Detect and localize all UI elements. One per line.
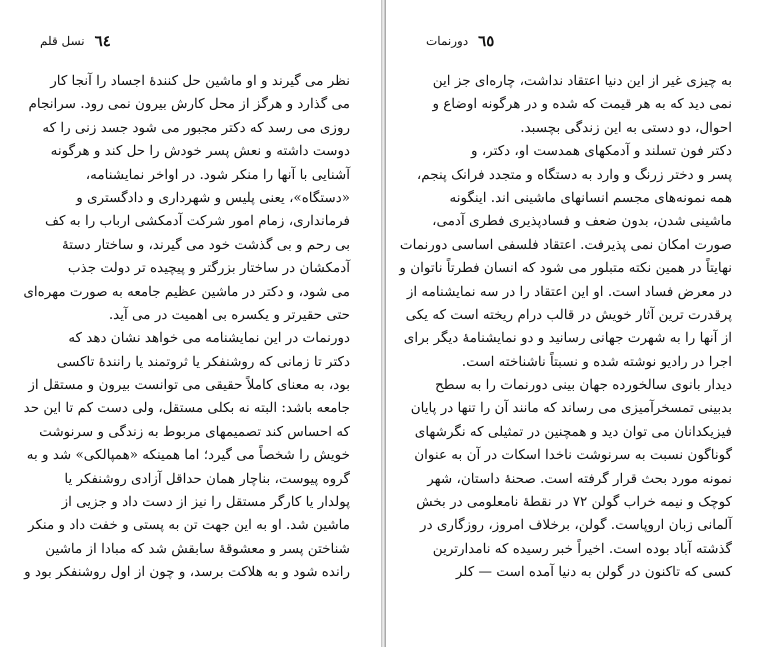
text-line: همه نمونه‌های مجسم انسانهای ماشینی اند. اینگونه [449,189,732,206]
right-page-body [399,70,732,585]
text-line: آشنایی با آنها را منکر شود. در اواخر نمایشنامه، [85,166,350,183]
text-line: به چیزی غیر از این دنیا اعتقاد نداشت، چاره‌ای جز این [432,73,732,89]
text-line: «دستگاه»، یعنی پلیس و شهرداری و دادگستری و [76,189,350,206]
page-number: ٦٤ [94,32,111,50]
text-line: فرمانداری، زمام امور شرکت آدمکشی ارباب را به کف [44,213,350,230]
text-line: آلمانی زبان اروپاست. گولن، برخلاف امروز، روزگاری در [420,517,732,534]
text-line: آدمکشان در ساختار بزرگتر و پیچیده تر دولت جذب [67,260,350,277]
text-line: دکتر تا زمانی که روشنفکر یا ثروتمند یا رانندهٔ تاکسی [56,353,350,370]
text-line: گذشته آباد بوده است. اخیراً خبر رسیده که نامدارترین [432,540,732,557]
text-line: کوچک و نیمه خراب گولن ۷۲ در نقطهٔ نامعلومی در بخش [416,494,732,511]
text-line: گوناگون نسبت به سرنوشت ناخدا اسکات در آن به عنوان [414,447,732,464]
text-line: خویش را شخصاً می گیرد؛ اما همینکه «همپالکی» شد و به [26,447,350,464]
text-line: پرقدرت ترین آثار خویش در قالب درام ریخته است که یکی [405,306,732,323]
left-page-header [40,30,341,52]
right-page-header [426,30,727,52]
text-line: فیزیکدانان می توان دید و همچنین در تمثیلی که نگرشهای [414,423,732,440]
text-line: دورنمات در این نمایشنامه می خواهد نشان دهد که [68,330,350,347]
text-line: گروه پیوست، بناچار همان حداقل آزادی روشنفکر یا [64,470,350,487]
text-line: حتی حقیرتر و یکسره بی اهمیت در می آید. [108,306,350,323]
running-title: دورنمات [426,34,469,48]
text-line: بود، به معنای کاملاً حقیقی می توانست بیرون و مستقل از [28,377,350,394]
text-line: نمونه مورد بحث قرار گرفته است. صحنهٔ داستان، شهر [427,470,732,487]
text-line: اجرا در رادیو نوشته شده و نسبتاً ناشناخته است. [461,353,732,370]
text-line: جامعه باشد: البته نه بکلی مستقل، ولی دست کم تا این حد [23,400,350,417]
right-page [386,0,767,647]
text-line: بدبینی تمسخرآمیزی می رساند که مانند آن را تنها در پایان [410,400,732,417]
left-page [0,0,381,647]
text-line: می گذارد و هرگز از محل کارش بیرون نمی رود. سرانجام [28,96,350,113]
text-line: نهایتاً در همین نکته متبلور می شود که انسان فطرتاً ناتوان و [399,260,732,277]
text-line: می شود، و دکتر در ماشین عظیم جامعه به صورت مهره‌ای [23,283,350,300]
text-line: نظر می گیرند و او ماشین حل کنندهٔ اجساد را آنجا کار [50,73,350,89]
text-line: دوست داشته و نعش پسر خودش را حل کند و هرگونه [50,143,350,160]
text-line: ماشینی شدن، بدون ضعف و فسادپذیری فطری آدمی، [432,213,732,230]
text-line: صورت امکان نمی پذیرفت. اعتقاد فلسفی اساسی دورنمات [399,236,732,253]
text-line: دیدار بانوی سالخورده جهان بینی دورنمات را به سطح [434,377,732,394]
text-line: شناختن پسر و معشوقهٔ سابقش شد که مبادا از ماشین [45,540,350,557]
text-line: دکتر فون تسلند و آدمکهای همدست او، دکتر، و [471,143,732,160]
page-number: ٦٥ [478,32,495,50]
left-page-body [23,70,350,585]
text-line: پسر و دختر زرنگ و وارد به دستگاه و متجدد فرانک پنجم، [416,166,732,183]
text-line: در معرض فساد است. او این اعتقاد را در سه نمایشنامه از [406,283,732,300]
text-line: بی رحم و بی گذشت خود می گیرند، و ساختار دستهٔ [62,236,350,253]
running-title: نسل قلم [40,34,85,48]
text-line: رانده شود و به هلاکت برسد، و چون از اول روشنفکر بود و [24,564,350,581]
text-line: پولدار یا کارگر مستقل را نیز از دست داد و جزیی از [61,494,350,511]
text-line: که احساس کند تصمیمهای مربوط به زندگی و سرنوشت [39,423,350,440]
text-line: کسی که تاکنون در گولن به دنیا آمده است — کلر [455,564,732,581]
text-line: ماشین شد. او به این جهت تن به پستی و خفت داد و منکر [28,517,350,534]
text-line: از آنها را به شهرت جهانی رسانید و دو نمایشنامهٔ دیگر برای [403,330,732,347]
text-line: احوال، دو دستی به این زندگی بچسبد. [520,119,732,136]
text-line: نمی دید که به هر قیمت که شده و در هرگونه اوضاع و [432,96,732,113]
text-line: روزی می رسد که دکتر مجبور می شود جسد زنی را که [42,119,350,136]
